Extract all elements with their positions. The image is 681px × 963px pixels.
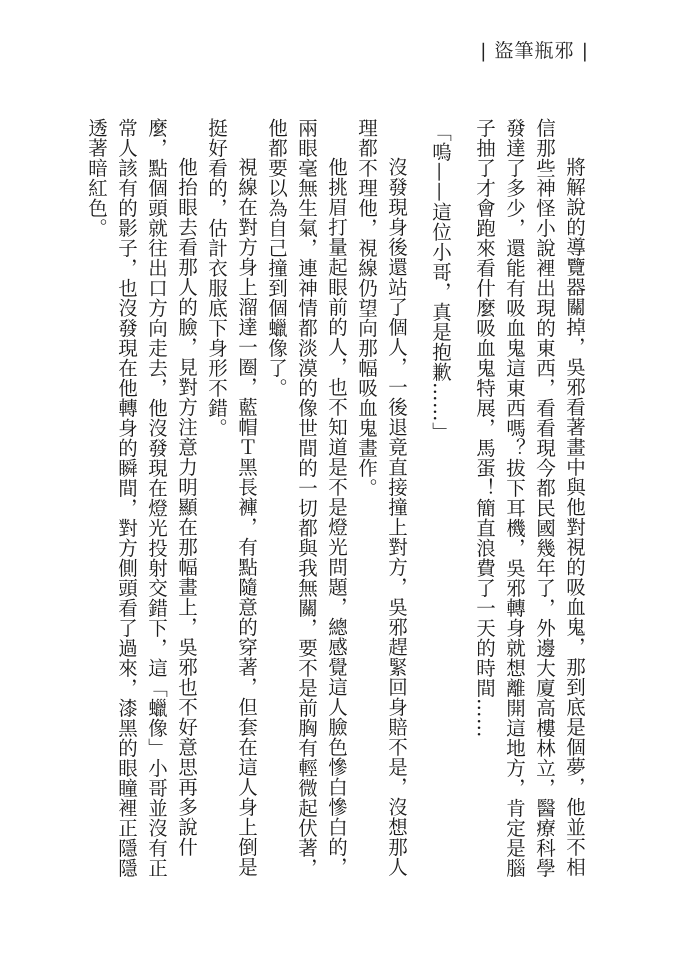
paragraph-5: 視線在對方身上溜達一圈，藍帽Ｔ黑長褲，有點隨意的穿著，但套在這人身上倒是挺好看的，估計衣服底下身形不錯。	[205, 118, 258, 877]
paragraph-6: 他抬眼去看那人的臉，見對方注意力明顯在那幅畫上，吳邪也不好意思再多說什麼，點個頭就往出口方向走去，他沒發現在燈光投射交錯下，這「蠟像」小哥並沒有正常人該有的影子，也沒發現在他轉身的瞬間，對方側頭看了過來，漆黑的眼瞳裡正隱隱透著暗紅色。	[85, 118, 198, 878]
running-header-title: | 盜筆瓶邪 |	[480, 40, 589, 62]
paragraph-3: 沒發現身後還站了個人，一後退竟直接撞上對方，吳邪趕緊回身賠不是，沒想那人理都不理他，視線仍望向那幅吸血鬼畫作。	[355, 118, 408, 877]
paragraph-4: 他挑眉打量起眼前的人，也不知道是不是燈光問題，總感覺這人臉色慘白慘白的，兩眼毫無生氣，連神情都淡漠的像世間的一切都與我無關，要不是前胸有輕微起伏著，他都要以為自己撞到個蠟像了。	[265, 118, 348, 878]
vertical-text-body	[85, 118, 589, 878]
paragraph-dialogue: 「嗚——這位小哥，真是抱歉……」	[429, 121, 452, 442]
paragraph-1: 將解說的導覽器關掉，吳邪看著畫中與他對視的吸血鬼，那到底是個夢，他並不相信那些神怪小說裡出現的東西，看看現今都民國幾年了，外邊大廈高樓林立，醫療科學發達了多少，還能有吸血鬼這東西嗎？拔下耳機，吳邪轉身就想離開這地方，肯定是腦子抽了才會跑來看什麼吸血鬼特展，馬蛋！簡直浪費了一天的時間……	[473, 118, 586, 878]
